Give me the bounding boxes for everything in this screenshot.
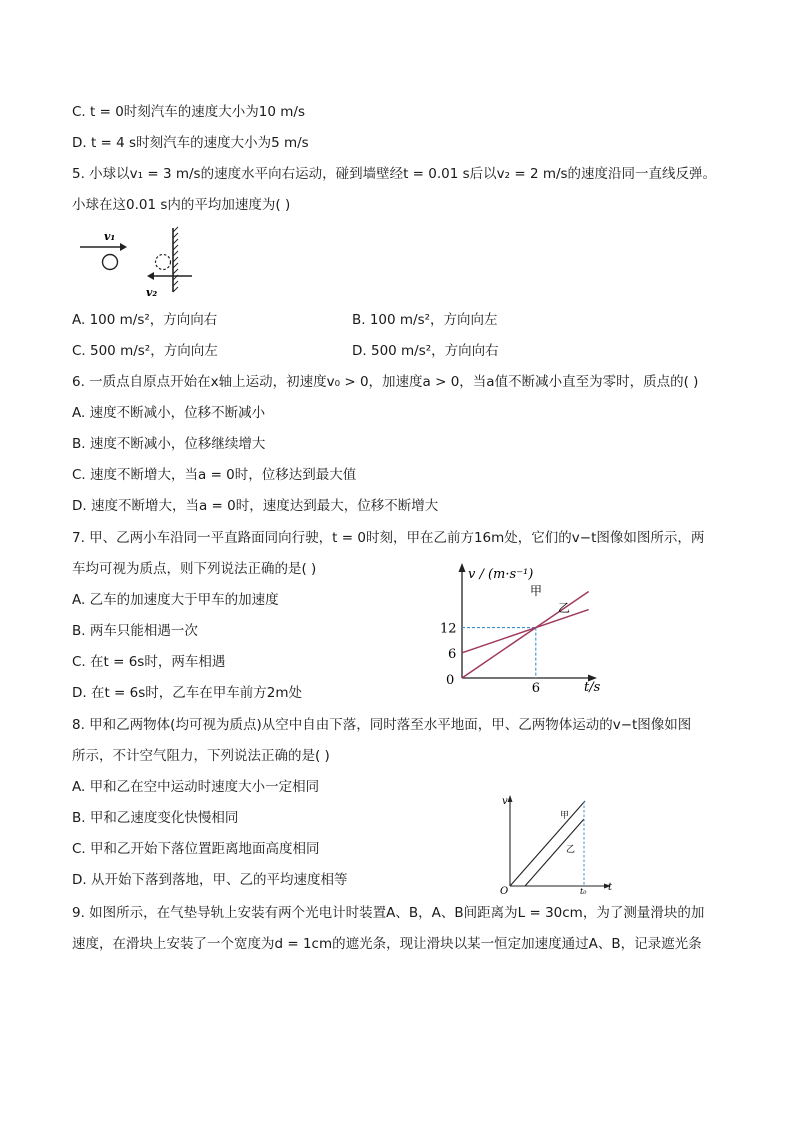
q7-x-axis-label: t/s <box>584 680 601 695</box>
q7-stem-line2: 车均可视为质点，则下列说法正确的是( ) <box>72 561 317 577</box>
q7-tick-x6: 6 <box>531 681 541 695</box>
q8-label-yi: 乙 <box>566 845 576 855</box>
q7-option-a: A. 乙车的加速度大于甲车的加速度 <box>72 592 279 608</box>
q6-stem: 6. 一质点自原点开始在x轴上运动，初速度v₀ > 0，加速度a > 0，当a值不断减小直至为零时，质点的( ) <box>72 374 699 390</box>
q8-vt-graph <box>494 790 620 896</box>
q7-y-axis-label: v / (m·s⁻¹) <box>468 567 534 582</box>
q6-option-d: D. 速度不断增大，当a = 0时，速度达到最大，位移不断增大 <box>72 498 439 514</box>
q8-option-c: C. 甲和乙开始下落位置距离地面高度相同 <box>72 841 320 857</box>
q8-y-axis-label: v <box>502 796 508 807</box>
q8-origin-label: O <box>500 886 509 896</box>
q8-stem-line2: 所示，不计空气阻力，下列说法正确的是( ) <box>72 748 330 764</box>
q7-vt-graph <box>440 560 610 695</box>
q6-option-b: B. 速度不断减小，位移继续增大 <box>72 436 266 452</box>
q7-tick-12: 12 <box>440 621 457 637</box>
q5-option-a: A. 100 m/s²，方向向右 <box>72 312 218 328</box>
v2-label: v₂ <box>146 286 158 299</box>
q5-stem-line1: 5. 小球以v₁ = 3 m/s的速度水平向右运动，碰到墙壁经t = 0.01 s后以v₂ = 2 m/s的速度沿同一直线反弹。 <box>72 166 717 182</box>
q7-label-yi: 乙 <box>558 601 571 615</box>
q7-option-c: C. 在t = 6s时，两车相遇 <box>72 654 226 670</box>
ball-at-wall <box>156 255 171 270</box>
v2-arrow-head <box>147 272 154 280</box>
q6-option-a: A. 速度不断减小，位移不断减小 <box>72 405 266 421</box>
q5-option-d: D. 500 m/s²，方向向右 <box>352 343 499 359</box>
q9-stem-line1: 9. 如图所示，在气垫导轨上安装有两个光电计时装置A、B，A、B间距离为L = 30cm，为了测量滑块的加 <box>72 905 705 921</box>
q5-stem-line2: 小球在这0.01 s内的平均加速度为( ) <box>72 197 291 213</box>
q8-label-jia: 甲 <box>560 811 570 821</box>
q8-option-a: A. 甲和乙在空中运动时速度大小一定相同 <box>72 779 320 795</box>
q7-origin-label: 0 <box>446 673 455 688</box>
q7-tick-y6: 6 <box>448 646 457 662</box>
q5-option-b: B. 100 m/s²，方向向左 <box>352 312 498 328</box>
q7-option-b: B. 两车只能相遇一次 <box>72 623 198 639</box>
q8-option-b: B. 甲和乙速度变化快慢相同 <box>72 810 239 826</box>
q5-ball-wall-figure <box>74 224 204 302</box>
q7-y-axis-arrow <box>459 563 466 572</box>
v1-arrow-head <box>120 243 127 251</box>
q8-stem-line1: 8. 甲和乙两物体(均可视为质点)从空中自由下落，同时落至水平地面，甲、乙两物体运动的v−t图像如图 <box>72 717 692 733</box>
ball-before <box>103 255 118 270</box>
q8-t0-label: t₀ <box>580 887 587 896</box>
q7-label-jia: 甲 <box>530 584 543 598</box>
q7-stem-line1: 7. 甲、乙两小车沿同一平直路面同向行驶，t = 0时刻，甲在乙前方16m处，它们的v−t图像如图所示，两 <box>72 530 705 546</box>
q7-line-yi <box>462 610 589 653</box>
q6-option-c: C. 速度不断增大，当a = 0时，位移达到最大值 <box>72 467 357 483</box>
q4-option-c: C. t = 0时刻汽车的速度大小为10 m/s <box>72 104 305 120</box>
v1-label: v₁ <box>104 230 116 243</box>
q5-option-c: C. 500 m/s²，方向向左 <box>72 343 218 359</box>
q8-line-yi <box>525 819 584 886</box>
q4-option-d: D. t = 4 s时刻汽车的速度大小为5 m/s <box>72 135 309 151</box>
q9-stem-line2: 速度，在滑块上安装了一个宽度为d = 1cm的遮光条，现让滑块以某一恒定加速度通过A、B，记录遮光条 <box>72 936 702 952</box>
q8-option-d: D. 从开始下落到落地，甲、乙的平均速度相等 <box>72 872 348 888</box>
q8-x-axis-label: t <box>608 882 613 893</box>
q7-option-d: D. 在t = 6s时，乙车在甲车前方2m处 <box>72 685 303 701</box>
q8-y-axis-arrow <box>508 795 513 802</box>
q8-line-jia <box>510 801 585 886</box>
